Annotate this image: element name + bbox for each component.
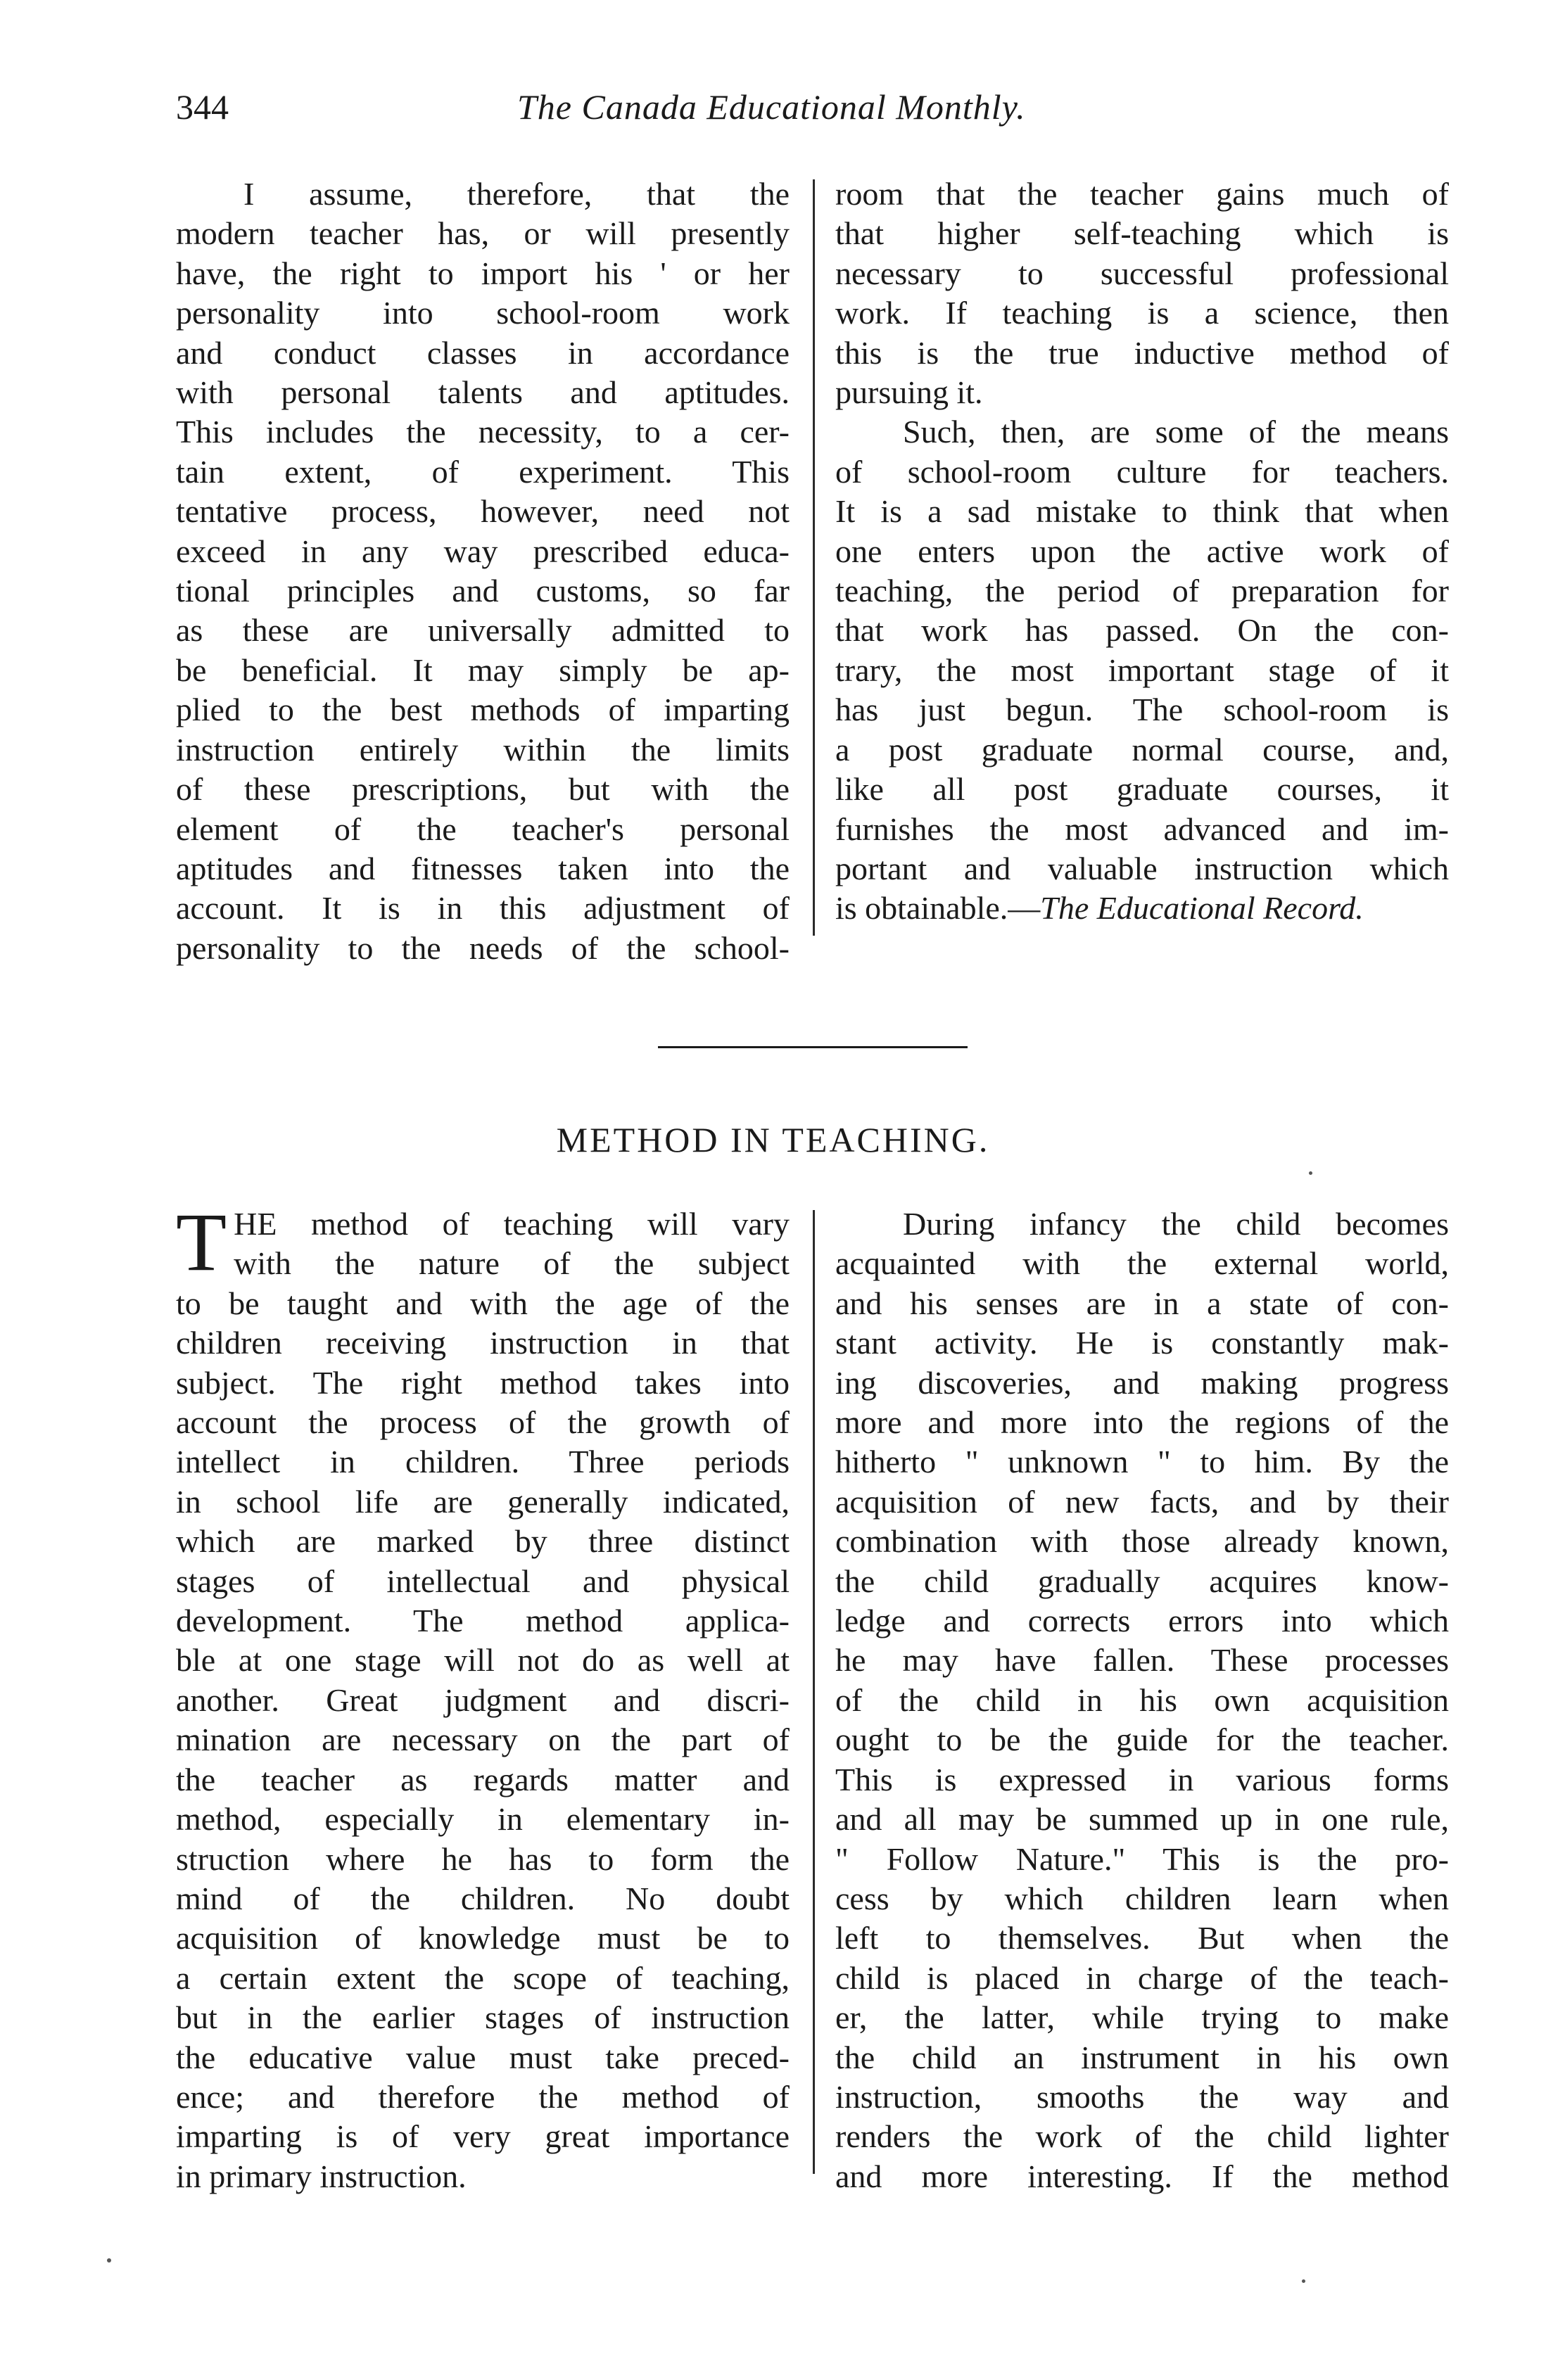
text-line: er, the latter, while trying to make	[835, 1999, 1449, 2036]
citation-prefix: is obtainable.—	[835, 890, 1041, 927]
text-line: account. It is in this adjustment of	[176, 890, 790, 927]
text-line: It is a sad mistake to think that when	[835, 493, 1449, 530]
page-number: 344	[176, 87, 229, 127]
citation-line	[835, 889, 1449, 928]
text-line: cess by which children learn when	[835, 1880, 1449, 1916]
text-line: children receiving instruction in that	[176, 1325, 790, 1361]
text-line: During infancy the child becomes	[903, 1206, 1449, 1242]
text-line: element of the teacher's personal	[176, 810, 790, 847]
text-line: combination with those already known,	[835, 1523, 1449, 1560]
text-line: the child an instrument in his own	[835, 2039, 1449, 2075]
text-line: left to themselves. But when the	[835, 1920, 1449, 1956]
text-line: the educative value must take preced-	[176, 2039, 790, 2075]
text-line: in school life are generally indicated,	[176, 1483, 790, 1520]
text-line: has just begun. The school-room is	[835, 692, 1449, 728]
text-line: pursuing it.	[835, 374, 983, 411]
text-line: acquisition of knowledge must be to	[176, 1920, 790, 1956]
text-line: modern teacher has, or will presently	[176, 215, 790, 252]
text-line: plied to the best methods of imparting	[176, 692, 790, 728]
text-line: portant and valuable instruction which	[835, 850, 1449, 886]
text-line: tentative process, however, need not	[176, 493, 790, 530]
text-line: and more interesting. If the method	[835, 2158, 1449, 2194]
text-line: mind of the children. No doubt	[176, 1880, 790, 1916]
speck	[107, 2258, 111, 2263]
text-line: of the child in his own acquisition	[835, 1681, 1449, 1718]
text-line: HE method of teaching will vary	[234, 1206, 790, 1242]
text-line: renders the work of the child lighter	[835, 2118, 1449, 2155]
text-line: with personal talents and aptitudes.	[176, 374, 790, 411]
text-line: tain extent, of experiment. This	[176, 453, 790, 490]
speck	[1302, 2279, 1305, 2283]
text-line: imparting is of very great importance	[176, 2118, 790, 2155]
text-line: tional principles and customs, so far	[176, 573, 790, 609]
text-line: with the nature of the subject	[234, 1245, 790, 1282]
text-line: stages of intellectual and physical	[176, 1563, 790, 1599]
text-line: method, especially in elementary in-	[176, 1801, 790, 1838]
text-line: trary, the most important stage of it	[835, 651, 1449, 688]
text-line: intellect in children. Three periods	[176, 1444, 790, 1480]
text-line: subject. The right method takes into	[176, 1364, 790, 1401]
running-head: The Canada Educational Monthly.	[517, 87, 1026, 127]
text-line: personality into school-room work	[176, 295, 790, 331]
speck	[1309, 1171, 1312, 1175]
text-line: child is placed in charge of the teach-	[835, 1959, 1449, 1996]
text-line: the teacher as regards matter and	[176, 1761, 790, 1797]
text-line: which are marked by three distinct	[176, 1523, 790, 1560]
text-line: and his senses are in a state of con-	[835, 1285, 1449, 1321]
text-line: ought to be the guide for the teacher.	[835, 1722, 1449, 1758]
text-line: a post graduate normal course, and,	[835, 731, 1449, 768]
source-citation: The Educational Record.	[1040, 890, 1364, 927]
text-line: like all post graduate courses, it	[835, 771, 1449, 808]
text-line: instruction entirely within the limits	[176, 731, 790, 768]
text-line: acquisition of new facts, and by their	[835, 1483, 1449, 1520]
text-line: as these are universally admitted to	[176, 612, 790, 649]
text-line: a certain extent the scope of teaching,	[176, 1959, 790, 1996]
article1-column-left	[176, 174, 790, 968]
column-rule-top	[813, 179, 815, 936]
text-line: ence; and therefore the method of	[176, 2078, 790, 2115]
text-line: have, the right to import his ' or her	[176, 255, 790, 291]
text-line: ble at one stage will not do as well at	[176, 1642, 790, 1679]
text-line: and all may be summed up in one rule,	[835, 1801, 1449, 1838]
section-divider	[658, 1046, 968, 1048]
article2-column-left	[176, 1196, 790, 2196]
text-line: stant activity. He is constantly mak-	[835, 1325, 1449, 1361]
text-line: teaching, the period of preparation for	[835, 573, 1449, 609]
text-line: hitherto " unknown " to him. By the	[835, 1444, 1449, 1480]
text-line: and conduct classes in accordance	[176, 334, 790, 371]
column-rule-bottom	[813, 1210, 815, 2174]
text-line: necessary to successful professional	[835, 255, 1449, 291]
text-line: he may have fallen. These processes	[835, 1642, 1449, 1679]
text-line: acquainted with the external world,	[835, 1245, 1449, 1282]
text-line: in primary instruction.	[176, 2158, 467, 2194]
text-line: work. If teaching is a science, then	[835, 295, 1449, 331]
text-line: mination are necessary on the part of	[176, 1722, 790, 1758]
text-line: room that the teacher gains much of	[835, 176, 1449, 212]
text-line: the child gradually acquires know-	[835, 1563, 1449, 1599]
text-line: personality to the needs of the school-	[176, 929, 790, 966]
text-line: instruction, smooths the way and	[835, 2078, 1449, 2115]
drop-cap: T	[176, 1196, 227, 1288]
text-line: I assume, therefore, that the	[243, 176, 790, 212]
text-line: ledge and corrects errors into which	[835, 1603, 1449, 1639]
text-line: development. The method applica-	[176, 1603, 790, 1639]
text-line: of school-room culture for teachers.	[835, 453, 1449, 490]
text-line: account the process of the growth of	[176, 1404, 790, 1441]
text-line: ing discoveries, and making progress	[835, 1364, 1449, 1401]
article1-column-right	[835, 174, 1449, 929]
text-line: " Follow Nature." This is the pro-	[835, 1840, 1449, 1877]
text-line: furnishes the most advanced and im-	[835, 810, 1449, 847]
text-line: that work has passed. On the con-	[835, 612, 1449, 649]
article2-column-right	[835, 1204, 1449, 2196]
text-line: This includes the necessity, to a cer-	[176, 414, 790, 450]
text-line: this is the true inductive method of	[835, 334, 1449, 371]
text-line: to be taught and with the age of the	[176, 1285, 790, 1321]
text-line: This is expressed in various forms	[835, 1761, 1449, 1797]
text-line: more and more into the regions of the	[835, 1404, 1449, 1441]
text-line: of these prescriptions, but with the	[176, 771, 790, 808]
article-title: METHOD IN TEACHING.	[556, 1120, 990, 1159]
text-line: struction where he has to form the	[176, 1840, 790, 1877]
text-line: exceed in any way prescribed educa-	[176, 533, 790, 569]
text-line: be beneficial. It may simply be ap-	[176, 651, 790, 688]
text-line: another. Great judgment and discri-	[176, 1681, 790, 1718]
text-line: Such, then, are some of the means	[903, 414, 1449, 450]
text-line: aptitudes and fitnesses taken into the	[176, 850, 790, 886]
text-line: but in the earlier stages of instruction	[176, 1999, 790, 2036]
text-line: one enters upon the active work of	[835, 533, 1449, 569]
text-line: that higher self-teaching which is	[835, 215, 1449, 252]
